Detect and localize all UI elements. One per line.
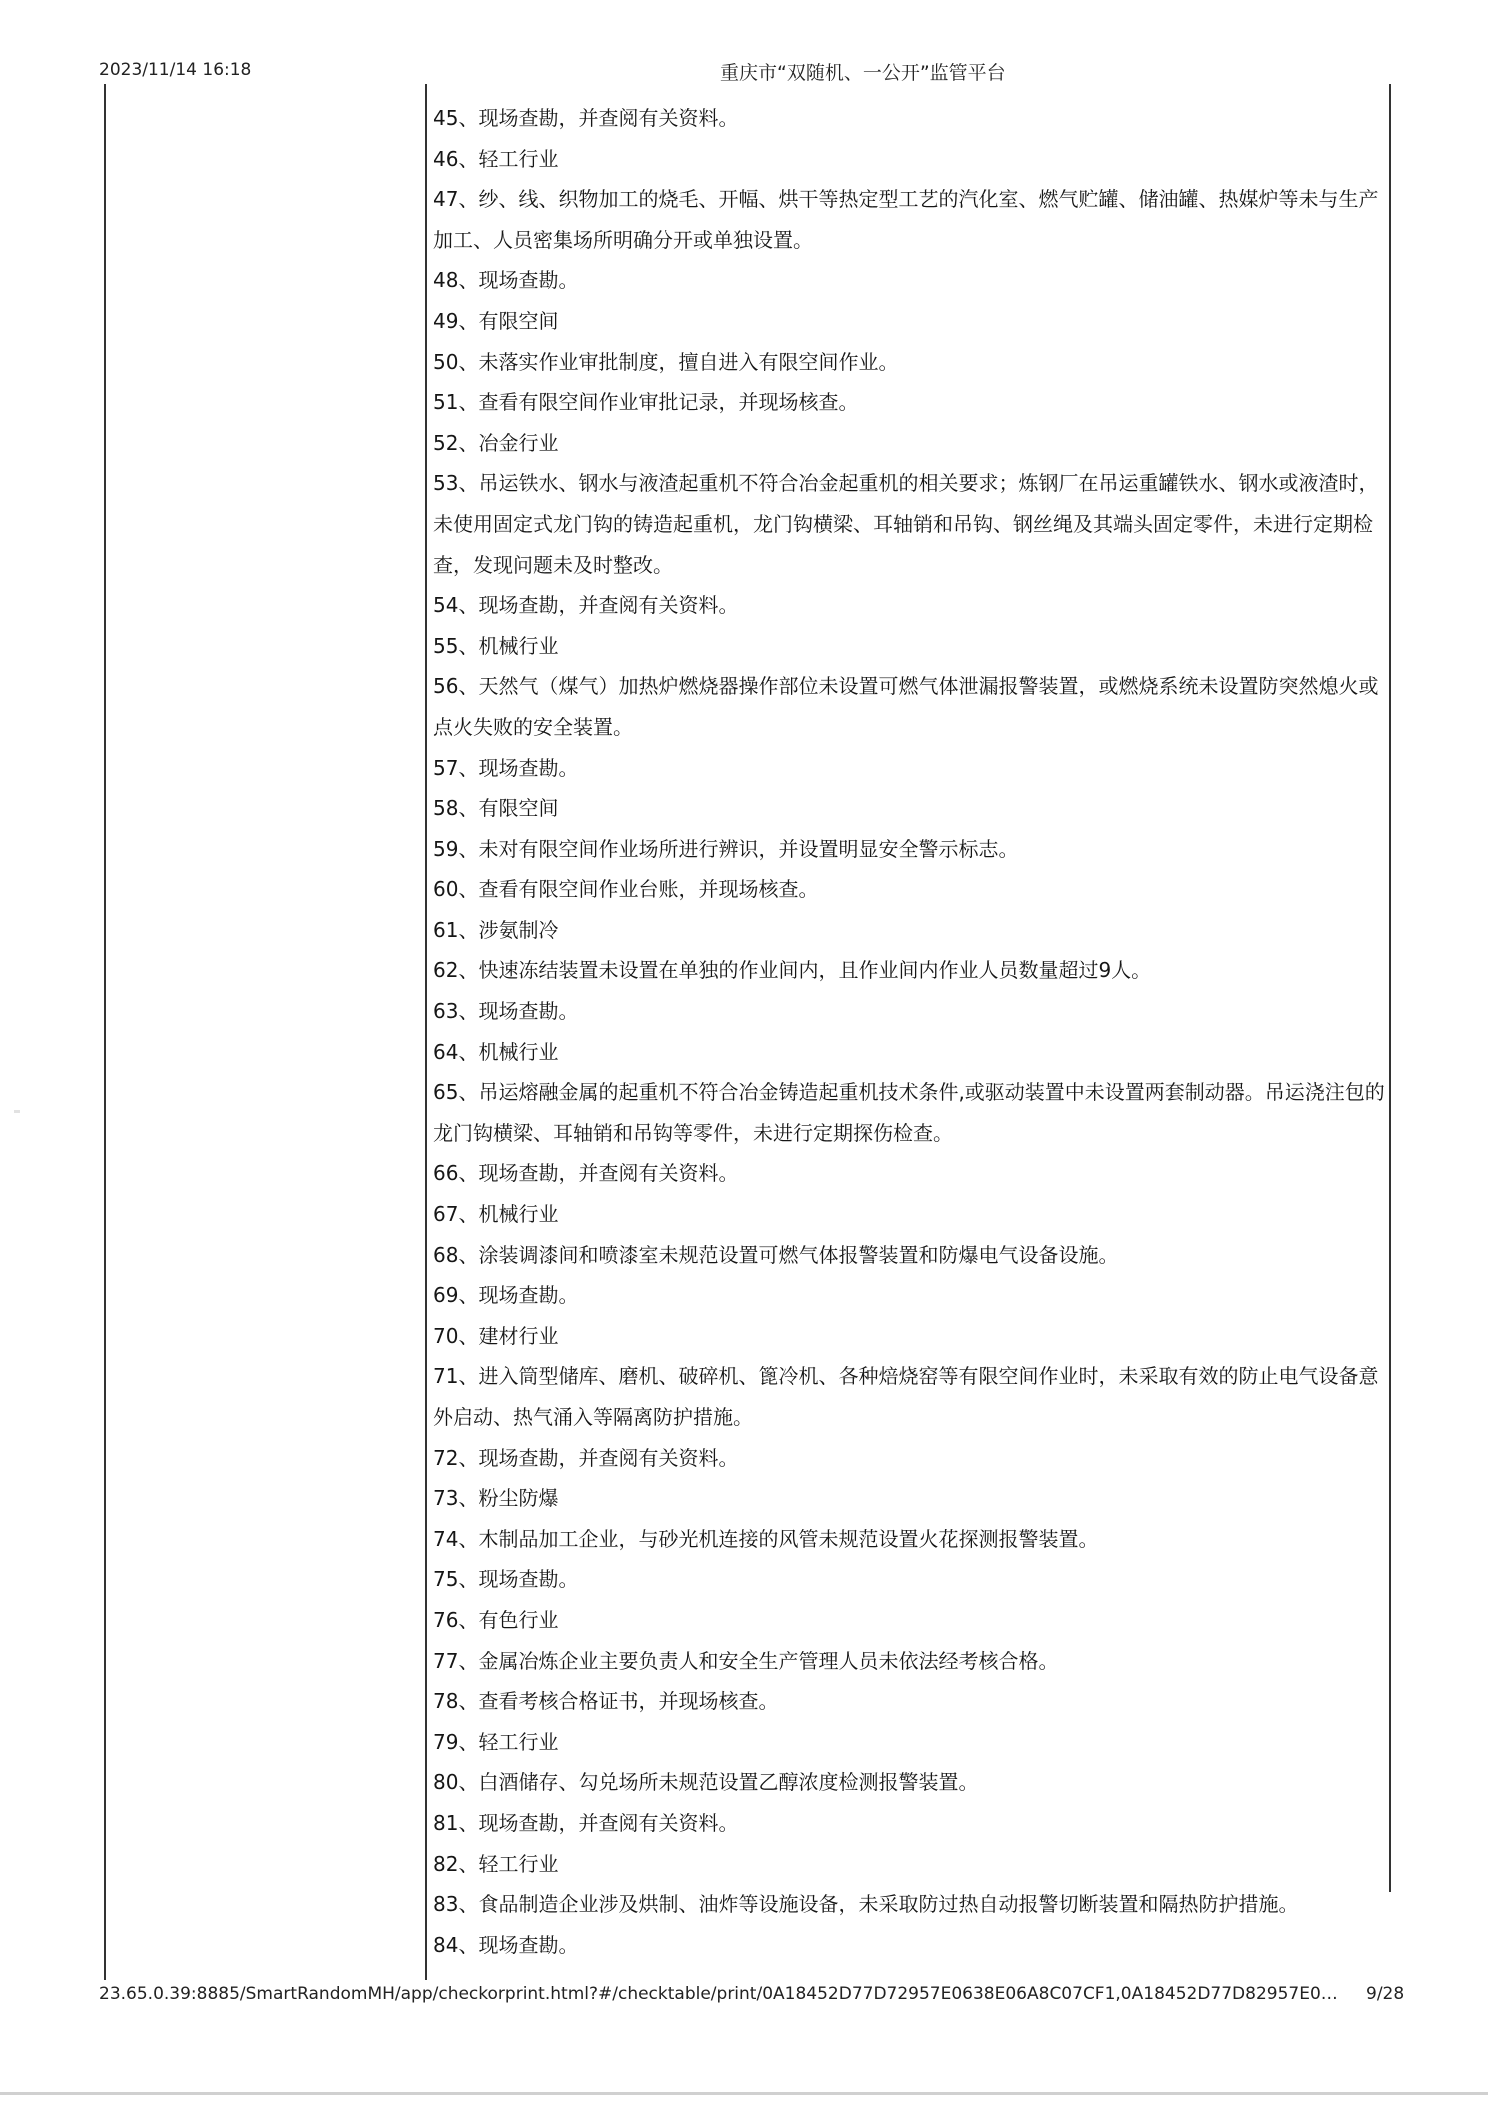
list-item: 46、轻工行业 [433, 146, 559, 171]
list-item: 66、现场查勘，并查阅有关资料。 [433, 1161, 739, 1186]
list-item: 55、机械行业 [433, 633, 559, 658]
list-item: 67、机械行业 [433, 1202, 559, 1227]
table-column-divider [425, 84, 427, 1980]
scan-edge [0, 2092, 1488, 2095]
list-item: 61、涉氨制冷 [433, 917, 559, 942]
list-item: 68、涂装调漆间和喷漆室未规范设置可燃气体报警装置和防爆电气设备设施。 [433, 1242, 1119, 1267]
list-item: 47、纱、线、织物加工的烧毛、开幅、烘干等热定型工艺的汽化室、燃气贮罐、储油罐、热媒炉等未与生产加工、人员密集场所明确分开或单独设置。 [433, 187, 1379, 252]
list-item: 83、食品制造企业涉及烘制、油炸等设施设备，未采取防过热自动报警切断装置和隔热防护措施。 [433, 1892, 1299, 1917]
list-item: 77、金属冶炼企业主要负责人和安全生产管理人员未依法经考核合格。 [433, 1648, 1059, 1673]
footer-url: 23.65.0.39:8885/SmartRandomMH/app/checkorprint.html?#/checktable/print/0A18452D77D72957E0638E06A8C07CF1,0A18452D77D82957E0… [99, 1984, 1338, 2004]
table-border-right [1389, 84, 1391, 1892]
list-item: 75、现场查勘。 [433, 1567, 579, 1592]
list-item: 70、建材行业 [433, 1323, 559, 1348]
list-item: 81、现场查勘，并查阅有关资料。 [433, 1810, 739, 1835]
list-item: 56、天然气（煤气）加热炉燃烧器操作部位未设置可燃气体泄漏报警装置，或燃烧系统未设置防突然熄火或点火失败的安全装置。 [433, 674, 1379, 739]
list-item: 48、现场查勘。 [433, 268, 579, 293]
list-item: 60、查看有限空间作业台账，并现场核查。 [433, 877, 819, 902]
list-item: 80、白酒储存、勾兑场所未规范设置乙醇浓度检测报警装置。 [433, 1770, 979, 1795]
list-item: 76、有色行业 [433, 1607, 559, 1632]
inspection-item-list [433, 98, 1385, 1965]
list-item: 64、机械行业 [433, 1039, 559, 1064]
page-number: 9/28 [1366, 1984, 1405, 2004]
list-item: 45、现场查勘，并查阅有关资料。 [433, 106, 739, 130]
list-item: 72、现场查勘，并查阅有关资料。 [433, 1445, 739, 1470]
list-item: 73、粉尘防爆 [433, 1486, 559, 1511]
list-item: 54、现场查勘，并查阅有关资料。 [433, 593, 739, 618]
list-item: 53、吊运铁水、钢水与液渣起重机不符合冶金起重机的相关要求；炼钢厂在吊运重罐铁水、钢水或液渣时，未使用固定式龙门钩的铸造起重机，龙门钩横梁、耳轴销和吊钩、钢丝绳及其端头固定零件，未进行定期检查，发现问题未及时整改。 [433, 471, 1379, 577]
list-item: 69、现场查勘。 [433, 1283, 579, 1308]
list-item: 59、未对有限空间作业场所进行辨识，并设置明显安全警示标志。 [433, 836, 1019, 861]
list-item: 50、未落实作业审批制度，擅自进入有限空间作业。 [433, 349, 899, 374]
list-item: 79、轻工行业 [433, 1729, 559, 1754]
list-item: 84、现场查勘。 [433, 1932, 579, 1957]
list-item: 82、轻工行业 [433, 1851, 559, 1876]
page-title: 重庆市“双随机、一公开”监管平台 [720, 62, 1006, 84]
list-item: 63、现场查勘。 [433, 999, 579, 1024]
table-border-left [104, 84, 106, 1980]
list-item: 51、查看有限空间作业审批记录，并现场核查。 [433, 390, 859, 415]
list-item: 71、进入筒型储库、磨机、破碎机、篦冷机、各种焙烧窑等有限空间作业时，未采取有效的防止电气设备意外启动、热气涌入等隔离防护措施。 [433, 1364, 1379, 1429]
list-item: 58、有限空间 [433, 796, 559, 821]
list-item: 78、查看考核合格证书，并现场核查。 [433, 1689, 779, 1714]
list-item: 65、吊运熔融金属的起重机不符合冶金铸造起重机技术条件,或驱动装置中未设置两套制动器。吊运浇注包的龙门钩横梁、耳轴销和吊钩等零件，未进行定期探伤检查。 [433, 1080, 1385, 1145]
list-item: 49、有限空间 [433, 308, 559, 333]
scan-speck [14, 1110, 20, 1113]
print-datetime: 2023/11/14 16:18 [99, 60, 252, 80]
list-item: 57、现场查勘。 [433, 755, 579, 780]
list-item: 62、快速冻结装置未设置在单独的作业间内，且作业间内作业人员数量超过9人。 [433, 958, 1152, 983]
list-item: 74、木制品加工企业，与砂光机连接的风管未规范设置火花探测报警装置。 [433, 1526, 1099, 1551]
list-item: 52、冶金行业 [433, 430, 559, 455]
